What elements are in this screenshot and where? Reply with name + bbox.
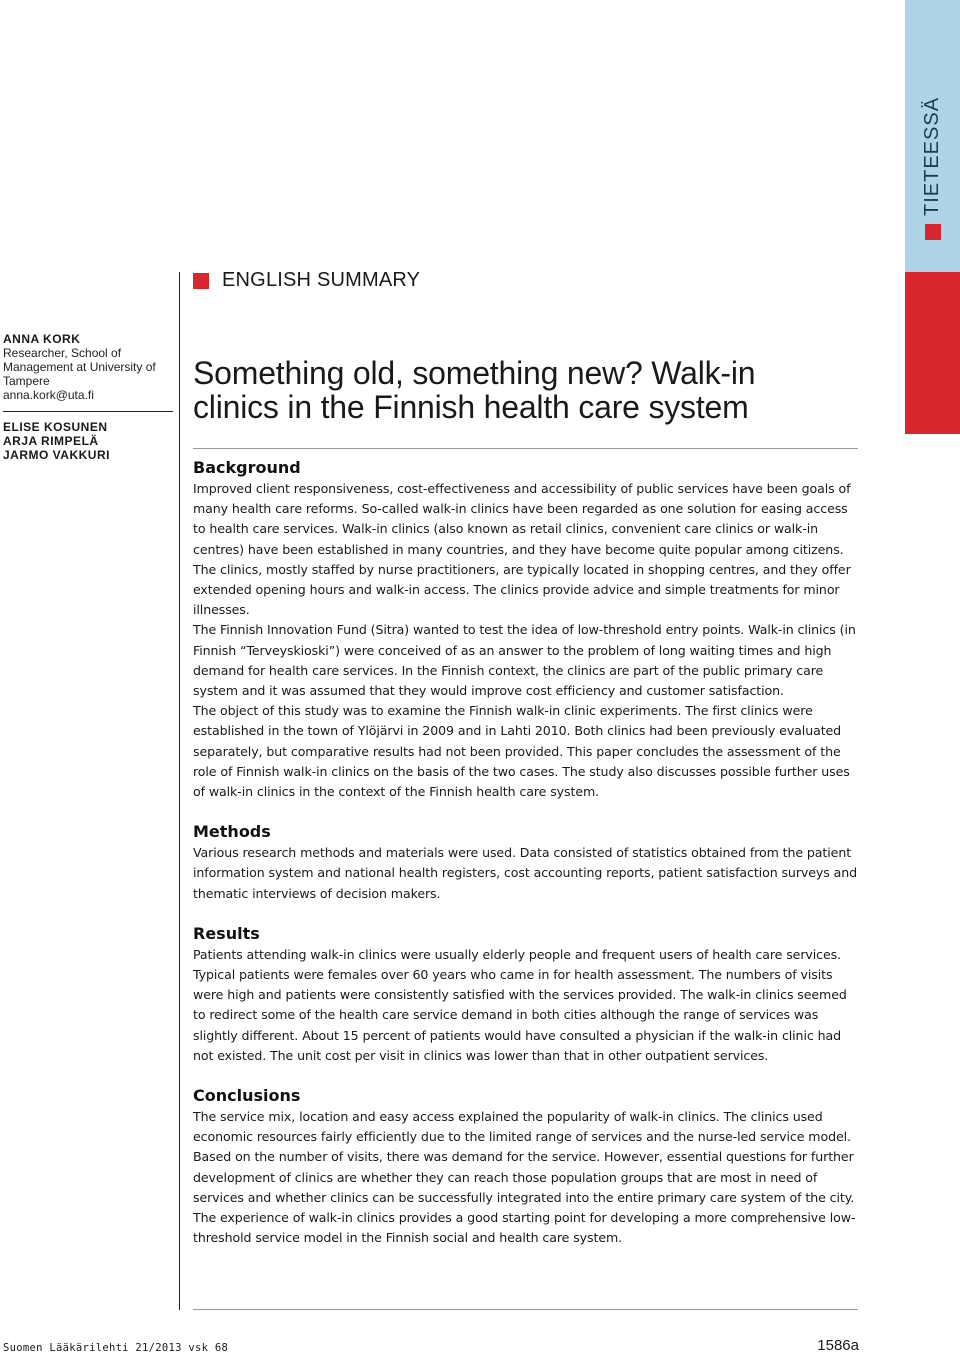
paragraph: The object of this study was to examine the Finnish walk-in clinic experiments. The first clinics were established in the town of Ylöjärvi in 2009 and in Lahti 2010. Both clinics had been previously evaluated separately, but comparative results had not been provided. This paper concludes the assessment of the role of Finnish walk-in clinics on the basis of the two cases. The study also discusses possible further uses of walk-in clinics in the context of the Finnish health care system. <box>193 703 850 800</box>
section-heading: Methods <box>193 822 271 842</box>
paragraph: The Finnish Innovation Fund (Sitra) wanted to test the idea of low-threshold entry points. Walk-in clinics (in Finnish “Terveyskioski”) were conceived of as an answer to the problem of long waiting times and high demand for health care services. In the Finnish context, the clinics are part of the public primary care system and it was assumed that they would improve cost efficiency and customer satisfaction. <box>193 622 856 699</box>
coauthor-name: ELISE KOSUNEN <box>3 420 108 434</box>
lead-author-email[interactable]: anna.kork@uta.fi <box>3 388 94 402</box>
section-heading: Background <box>193 458 301 477</box>
section-label <box>193 269 420 292</box>
lead-author-affiliation-2: Management at University of <box>3 360 156 374</box>
section-methods <box>193 821 861 904</box>
side-tab-label: TIETEESSÄ <box>921 96 943 216</box>
section-square-icon <box>193 273 209 289</box>
section-heading: Conclusions <box>193 1086 301 1106</box>
side-tab-square-icon <box>925 224 941 240</box>
lead-author-name: ANNA KORK <box>3 332 81 346</box>
article-title-line-1: Something old, something new? Walk-in <box>193 355 756 391</box>
section-background <box>193 457 861 802</box>
coauthor-name: ARJA RIMPELÄ <box>3 434 99 448</box>
section-heading: Results <box>193 923 260 943</box>
coauthor-name: JARMO VAKKURI <box>3 448 110 462</box>
article-title <box>193 356 893 424</box>
side-tab-red-band <box>905 272 960 434</box>
section-label-text: ENGLISH SUMMARY <box>222 269 421 291</box>
journal-citation: Suomen Lääkärilehti 21/2013 vsk 68 <box>3 1342 229 1354</box>
title-divider <box>193 448 858 449</box>
author-divider <box>3 411 173 412</box>
section-results <box>193 923 861 1066</box>
article-body <box>193 456 861 1268</box>
paragraph: Improved client responsiveness, cost-effectiveness and accessibility of public services have been goals of many health care reforms. So-called walk-in clinics have been regarded as one solution for easing access to health care services. Walk-in clinics (also known as retail clinics, convenient care clinics or walk-in centres) have been established in many countries, and they have become quite popular among citizens. The clinics, mostly staffed by nurse practitioners, are typically located in shopping centres, and they offer extended opening hours and walk-in access. The clinics provide advice and simple treatments for minor illnesses. <box>193 481 851 618</box>
bottom-divider <box>193 1309 858 1310</box>
section-conclusions <box>193 1085 861 1248</box>
page-number: 1586a <box>817 1337 859 1354</box>
paragraph: The service mix, location and easy access explained the popularity of walk-in clinics. The clinics used economic resources fairly efficiently due to the limited range of services and the nurse-led service model. Based on the number of visits, there was demand for the service. However, essential questions for further development of clinics are whether they can reach those population groups that are most in need of services and whether clinics can be successfully integrated into the entire primary care system of the city. The experience of walk-in clinics provides a good starting point for developing a more comprehensive low-threshold service model in the Finnish social and health care system. <box>193 1109 856 1246</box>
column-divider <box>179 272 180 1310</box>
paragraph: Patients attending walk-in clinics were usually elderly people and frequent users of health care services. Typical patients were females over 60 years who came in for health assessment. The numbers of visits were high and patients were consistently satisfied with the services provided. The walk-in clinics seemed to redirect some of the health care service demand in both cities although the range of services was slightly different. About 15 percent of patients would have consulted a physician if the walk-in clinic had not existed. The unit cost per visit in clinics was lower than that in other outpatient services. <box>193 946 847 1063</box>
article-title-line-2: clinics in the Finnish health care system <box>193 389 749 425</box>
lead-author-affiliation-1: Researcher, School of <box>3 346 122 360</box>
author-block <box>3 332 173 462</box>
lead-author-affiliation-3: Tampere <box>3 374 50 388</box>
paragraph: Various research methods and materials were used. Data consisted of statistics obtained from the patient information system and national health registers, cost accounting reports, patient satisfaction surveys and thematic interviews of decision makers. <box>193 845 858 901</box>
